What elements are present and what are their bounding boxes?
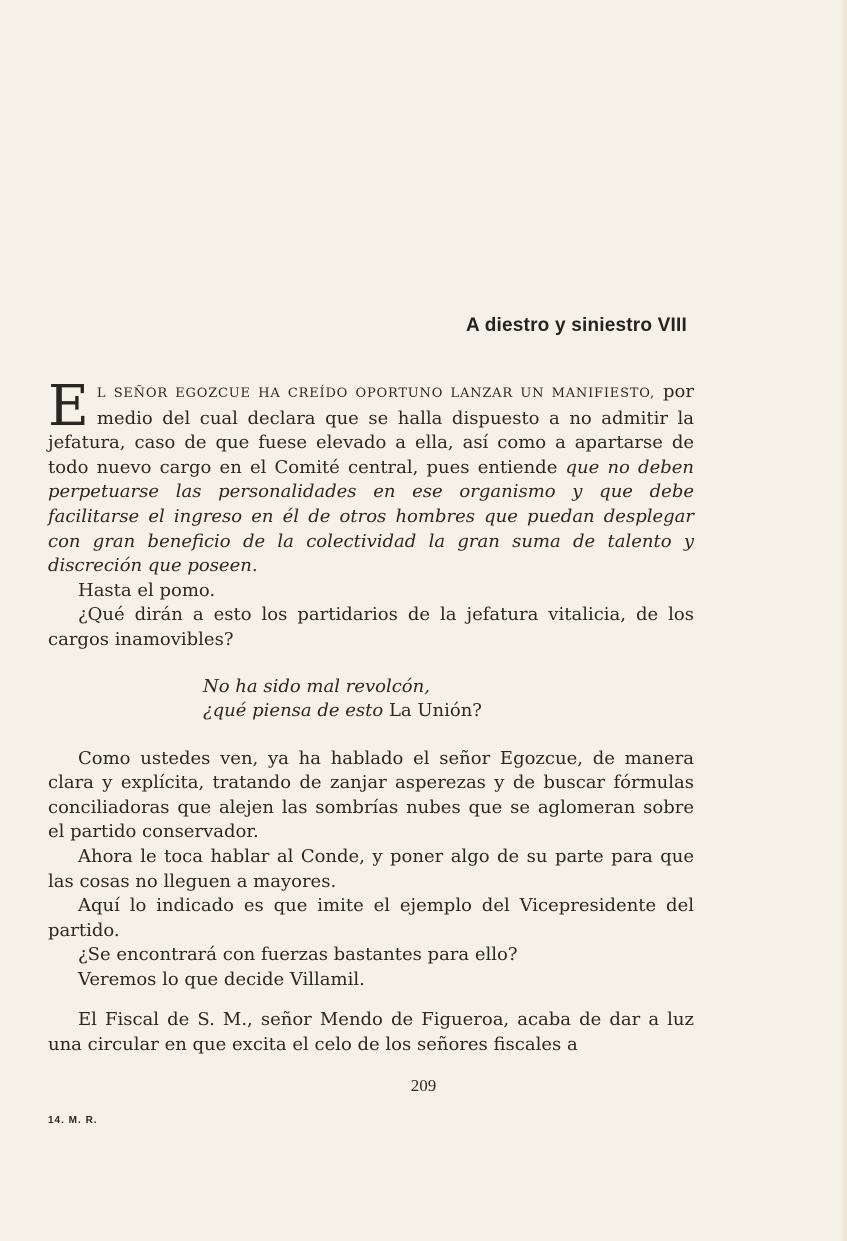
- opening-smallcaps: L SEÑOR EGOZCUE HA CREÍDO OPORTUNO LANZAR UN MANIFIESTO,: [96, 386, 655, 401]
- verse-line-2-roman: La Unión?: [383, 699, 482, 721]
- paragraph-2: Hasta el pomo.: [78, 579, 216, 601]
- signature-mark: 14. M. R.: [48, 1115, 98, 1126]
- section-gap: [48, 992, 694, 1008]
- paragraph-9: El Fiscal de S. M., señor Mendo de Figueroa, acaba de dar a luz una circular en que excita el celo de los señores fiscales a: [48, 1009, 694, 1056]
- page-edge-shadow: [839, 0, 847, 1241]
- paragraph-4: Como ustedes ven, ya ha hablado el señor Egozcue, de manera clara y explícita, tratando de zanjar asperezas y de buscar fórmulas conciliadoras que alejen las sombrías nubes que se aglomeran sobre el partido conservador.: [48, 747, 694, 843]
- paragraph-1-italic: que no deben perpetuarse las personalidades en ese organismo y que debe facilitarse el ingreso en él de otros hombres que puedan desplegar con gran beneficio de la colectividad la gran suma de talento y discreción que poseen.: [48, 456, 694, 577]
- paragraph-6: Aquí lo indicado es que imite el ejemplo del Vicepresidente del partido.: [48, 895, 694, 941]
- paragraph-7: ¿Se encontrará con fuerzas bastantes para ello?: [78, 944, 518, 966]
- paragraph-8: Veremos lo que decide Villamil.: [78, 968, 365, 990]
- drop-cap: E: [48, 374, 89, 439]
- paragraph-1-text: por medio del cual declara que se halla dispuesto a no admitir la jefatura, caso de que fuese elevado a ella, así como a apartarse de todo nuevo cargo en el Comité central, pues entiende: [48, 381, 694, 478]
- paragraph-3: ¿Qué dirán a esto los partidarios de la jefatura vitalicia, de los cargos inamovibles?: [48, 604, 694, 650]
- paragraph-5: Ahora le toca hablar al Conde, y poner algo de su parte para que las cosas no lleguen a mayores.: [48, 845, 694, 892]
- page-number: 209: [410, 1076, 437, 1095]
- verse-line-1: No ha sido mal revolcón,: [203, 675, 430, 697]
- verse-line-2-italic: ¿qué piensa de esto: [203, 699, 384, 721]
- paragraph-1: [48, 374, 694, 579]
- verse-quote: [203, 675, 694, 723]
- chapter-title: A diestro y siniestro VIII: [466, 315, 687, 336]
- body-text: [48, 374, 694, 1058]
